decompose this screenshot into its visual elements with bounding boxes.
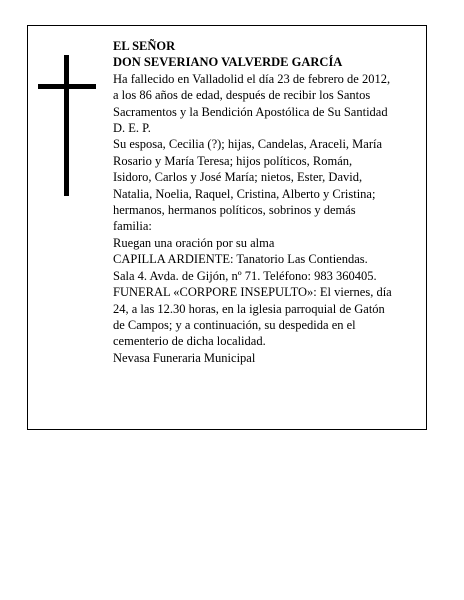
cross-vertical-bar: [64, 55, 69, 196]
cross-icon: [38, 55, 96, 196]
text-line: Ha fallecido en Valladolid el día 23 de febrero de 2012,: [113, 71, 391, 86]
text-line: familia:: [113, 219, 152, 234]
text-line: CAPILLA ARDIENTE: Tanatorio Las Contiendas.: [113, 252, 368, 267]
title-line-2: DON SEVERIANO VALVERDE GARCÍA: [113, 55, 343, 70]
text-line: de Campos; y a continuación, su despedida en el: [113, 317, 356, 332]
text-line: Nevasa Funeraria Municipal: [113, 350, 256, 365]
text-line: cementerio de dicha localidad.: [113, 334, 266, 349]
text-line: Su esposa, Cecilia (?); hijas, Candelas, Araceli, María: [113, 137, 383, 152]
text-line: Sala 4. Avda. de Gijón, nº 71. Teléfono: 983 360405.: [113, 268, 377, 283]
text-line: hermanos, hermanos políticos, sobrinos y demás: [113, 203, 356, 218]
text-line: Sacramentos y la Bendición Apostólica de Su Santidad: [113, 104, 388, 119]
text-line: Rosario y María Teresa; hijos políticos, Román,: [113, 153, 353, 168]
cross-horizontal-bar: [38, 84, 96, 89]
text-line: D. E. P.: [113, 121, 151, 136]
text-line: FUNERAL «CORPORE INSEPULTO»: El viernes, día: [113, 285, 392, 300]
text-line: 24, a las 12.30 horas, en la iglesia parroquial de Gatón: [113, 301, 385, 316]
text-line: Isidoro, Carlos y José María; nietos, Ester, David,: [113, 170, 363, 185]
text-line: Natalia, Noelia, Raquel, Cristina, Alberto y Cristina;: [113, 186, 376, 201]
text-line: Ruegan una oración por su alma: [113, 235, 275, 250]
title-line-1: EL SEÑOR: [113, 39, 176, 53]
obituary-text: [113, 38, 413, 366]
text-line: a los 86 años de edad, después de recibir los Santos: [113, 88, 371, 103]
